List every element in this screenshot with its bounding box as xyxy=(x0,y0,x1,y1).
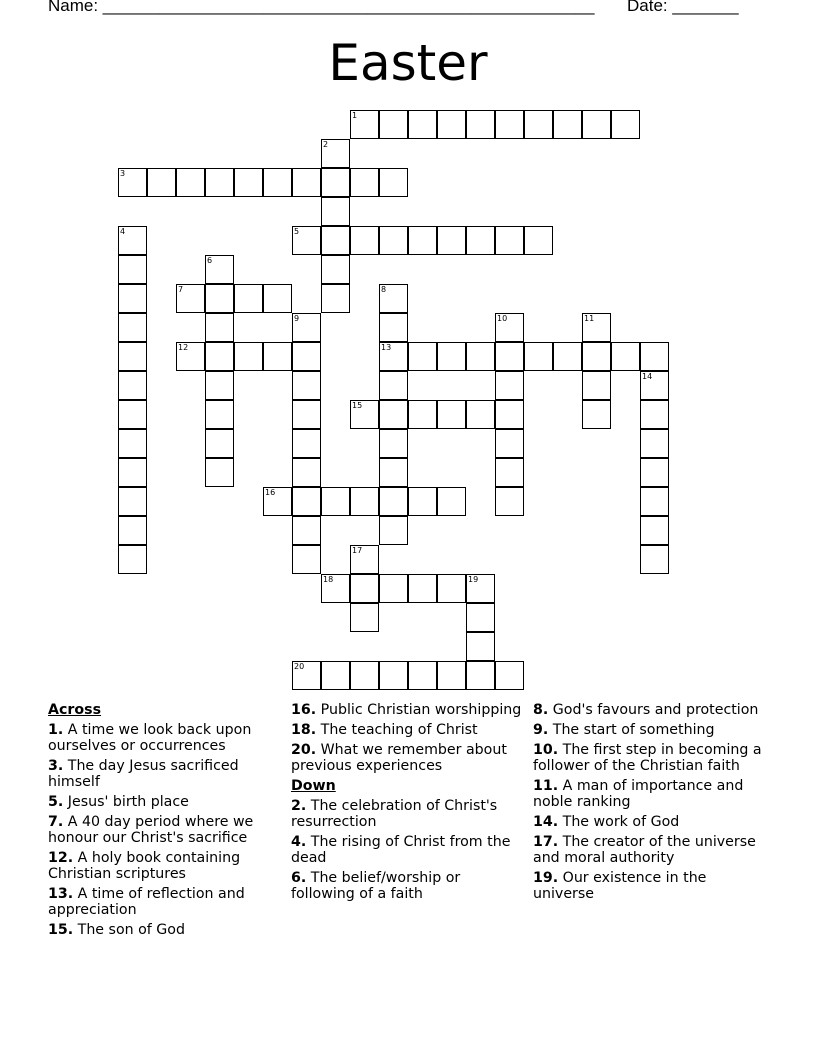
grid-cell[interactable] xyxy=(553,342,582,371)
grid-cell[interactable] xyxy=(292,342,321,371)
grid-cell[interactable] xyxy=(495,110,524,139)
clue-item xyxy=(291,702,523,718)
clue-number: 4. xyxy=(291,834,307,850)
clue-number: 14. xyxy=(533,814,559,830)
grid-cell[interactable] xyxy=(234,342,263,371)
grid-cell[interactable] xyxy=(350,545,379,574)
grid-cell[interactable] xyxy=(640,371,669,400)
clue-item xyxy=(48,814,280,846)
grid-cell[interactable] xyxy=(466,226,495,255)
grid-cell[interactable] xyxy=(640,400,669,429)
clue-text: The start of something xyxy=(548,722,715,738)
grid-cell[interactable] xyxy=(205,168,234,197)
grid-cell[interactable] xyxy=(379,516,408,545)
grid-cell[interactable] xyxy=(321,139,350,168)
grid-cell[interactable] xyxy=(292,458,321,487)
grid-cell[interactable] xyxy=(495,487,524,516)
grid-cell[interactable] xyxy=(466,603,495,632)
grid-cell[interactable] xyxy=(350,400,379,429)
grid-cell[interactable] xyxy=(640,458,669,487)
clue-number: 7. xyxy=(48,814,64,830)
cell-number: 12 xyxy=(178,343,189,352)
grid-cell[interactable] xyxy=(582,400,611,429)
grid-cell[interactable] xyxy=(321,574,350,603)
clue-number: 12. xyxy=(48,850,74,866)
clue-column-3 xyxy=(533,702,765,906)
clue-text: A man of importance and noble ranking xyxy=(533,778,744,810)
clue-item xyxy=(533,702,765,718)
clue-text: A time of reflection and appreciation xyxy=(48,886,245,918)
grid-cell[interactable] xyxy=(466,632,495,661)
grid-cell[interactable] xyxy=(437,487,466,516)
clue-item xyxy=(533,814,765,830)
grid-cell[interactable] xyxy=(321,168,350,197)
clue-item xyxy=(291,722,523,738)
grid-cell[interactable] xyxy=(640,545,669,574)
grid-cell[interactable] xyxy=(582,371,611,400)
grid-cell[interactable] xyxy=(350,603,379,632)
cell-number: 6 xyxy=(207,256,213,265)
clue-item xyxy=(291,742,523,774)
date-field[interactable]: Date: _______ xyxy=(627,0,739,15)
grid-cell[interactable] xyxy=(611,342,640,371)
grid-cell[interactable] xyxy=(466,661,495,690)
grid-cell[interactable] xyxy=(437,342,466,371)
grid-cell[interactable] xyxy=(379,574,408,603)
grid-cell[interactable] xyxy=(321,197,350,226)
grid-cell[interactable] xyxy=(205,313,234,342)
clue-number: 3. xyxy=(48,758,64,774)
grid-cell[interactable] xyxy=(350,661,379,690)
grid-cell[interactable] xyxy=(118,313,147,342)
clue-number: 18. xyxy=(291,722,317,738)
grid-cell[interactable] xyxy=(466,110,495,139)
cell-number: 10 xyxy=(497,314,508,323)
grid-cell[interactable] xyxy=(118,284,147,313)
clue-text: God's favours and protection xyxy=(548,702,759,718)
clue-text: Public Christian worshipping xyxy=(316,702,522,718)
grid-cell[interactable] xyxy=(118,226,147,255)
grid-cell[interactable] xyxy=(379,429,408,458)
clue-heading-across: Across xyxy=(48,702,102,718)
grid-cell[interactable] xyxy=(495,400,524,429)
grid-cell[interactable] xyxy=(379,661,408,690)
grid-cell[interactable] xyxy=(321,226,350,255)
grid-cell[interactable] xyxy=(553,110,582,139)
cell-number: 1 xyxy=(352,111,358,120)
grid-cell[interactable] xyxy=(408,400,437,429)
cell-number: 5 xyxy=(294,227,300,236)
grid-cell[interactable] xyxy=(205,400,234,429)
clue-text: The rising of Christ from the dead xyxy=(291,834,511,866)
grid-cell[interactable] xyxy=(234,284,263,313)
grid-cell[interactable] xyxy=(118,371,147,400)
cell-number: 11 xyxy=(584,314,595,323)
clue-item xyxy=(291,870,523,902)
grid-cell[interactable] xyxy=(408,342,437,371)
grid-cell[interactable] xyxy=(379,226,408,255)
grid-cell[interactable] xyxy=(379,342,408,371)
clue-item xyxy=(48,922,280,938)
clue-item xyxy=(48,886,280,918)
clue-column-2 xyxy=(291,702,523,906)
page-title: Easter xyxy=(328,34,488,92)
grid-cell[interactable] xyxy=(292,371,321,400)
clue-number: 15. xyxy=(48,922,74,938)
clue-number: 13. xyxy=(48,886,74,902)
clue-item xyxy=(48,758,280,790)
clue-text: The creator of the universe and moral authority xyxy=(533,834,756,866)
grid-cell[interactable] xyxy=(495,226,524,255)
grid-cell[interactable] xyxy=(437,110,466,139)
grid-cell[interactable] xyxy=(379,400,408,429)
grid-cell[interactable] xyxy=(118,400,147,429)
name-field[interactable]: Name: ____________________________________________________ xyxy=(48,0,595,15)
grid-cell[interactable] xyxy=(379,168,408,197)
grid-cell[interactable] xyxy=(147,168,176,197)
grid-cell[interactable] xyxy=(118,168,147,197)
clue-number: 16. xyxy=(291,702,317,718)
clue-number: 1. xyxy=(48,722,64,738)
grid-cell[interactable] xyxy=(379,371,408,400)
cell-number: 2 xyxy=(323,140,329,149)
grid-cell[interactable] xyxy=(524,342,553,371)
grid-cell[interactable] xyxy=(350,574,379,603)
grid-cell[interactable] xyxy=(234,168,263,197)
grid-cell[interactable] xyxy=(437,400,466,429)
grid-cell[interactable] xyxy=(263,168,292,197)
grid-cell[interactable] xyxy=(321,661,350,690)
grid-cell[interactable] xyxy=(176,342,205,371)
cell-number: 17 xyxy=(352,546,363,555)
grid-cell[interactable] xyxy=(408,661,437,690)
clue-text: The celebration of Christ's resurrection xyxy=(291,798,498,830)
grid-cell[interactable] xyxy=(350,487,379,516)
cell-number: 14 xyxy=(642,372,653,381)
grid-cell[interactable] xyxy=(582,342,611,371)
grid-cell[interactable] xyxy=(205,458,234,487)
grid-cell[interactable] xyxy=(292,545,321,574)
clue-item xyxy=(48,850,280,882)
clue-number: 9. xyxy=(533,722,549,738)
grid-cell[interactable] xyxy=(321,255,350,284)
clue-number: 2. xyxy=(291,798,307,814)
grid-cell[interactable] xyxy=(118,487,147,516)
cell-number: 7 xyxy=(178,285,184,294)
grid-cell[interactable] xyxy=(321,487,350,516)
clue-number: 11. xyxy=(533,778,559,794)
clue-number: 5. xyxy=(48,794,64,810)
grid-cell[interactable] xyxy=(205,284,234,313)
grid-cell[interactable] xyxy=(176,168,205,197)
grid-cell[interactable] xyxy=(292,516,321,545)
grid-cell[interactable] xyxy=(118,255,147,284)
grid-cell[interactable] xyxy=(495,429,524,458)
cell-number: 20 xyxy=(294,662,305,671)
grid-cell[interactable] xyxy=(495,661,524,690)
grid-cell[interactable] xyxy=(466,574,495,603)
clue-item xyxy=(48,722,280,754)
cell-number: 8 xyxy=(381,285,387,294)
grid-cell[interactable] xyxy=(292,313,321,342)
clue-text: The first step in becoming a follower of the Christian faith xyxy=(533,742,762,774)
clue-column-1 xyxy=(48,702,280,942)
grid-cell[interactable] xyxy=(582,313,611,342)
clue-text: The son of God xyxy=(73,922,185,938)
grid-cell[interactable] xyxy=(379,313,408,342)
grid-cell[interactable] xyxy=(292,487,321,516)
grid-cell[interactable] xyxy=(205,255,234,284)
clue-text: Jesus' birth place xyxy=(63,794,189,810)
clue-item xyxy=(533,742,765,774)
clue-number: 10. xyxy=(533,742,559,758)
clue-item xyxy=(291,798,523,830)
grid-cell[interactable] xyxy=(205,371,234,400)
clue-text: The belief/worship or following of a faith xyxy=(291,870,461,902)
grid-cell[interactable] xyxy=(118,458,147,487)
cell-number: 4 xyxy=(120,227,126,236)
grid-cell[interactable] xyxy=(611,110,640,139)
grid-cell[interactable] xyxy=(205,429,234,458)
grid-cell[interactable] xyxy=(350,110,379,139)
cell-number: 15 xyxy=(352,401,363,410)
grid-cell[interactable] xyxy=(350,168,379,197)
cell-number: 3 xyxy=(120,169,126,178)
clue-number: 19. xyxy=(533,870,559,886)
clue-item xyxy=(533,722,765,738)
grid-cell[interactable] xyxy=(118,342,147,371)
grid-cell[interactable] xyxy=(263,487,292,516)
grid-cell[interactable] xyxy=(408,574,437,603)
clue-text: A time we look back upon ourselves or occurrences xyxy=(48,722,252,754)
clue-number: 20. xyxy=(291,742,317,758)
grid-cell[interactable] xyxy=(292,168,321,197)
grid-cell[interactable] xyxy=(379,110,408,139)
grid-cell[interactable] xyxy=(582,110,611,139)
grid-cell[interactable] xyxy=(495,313,524,342)
cell-number: 16 xyxy=(265,488,276,497)
clue-text: The teaching of Christ xyxy=(316,722,478,738)
grid-cell[interactable] xyxy=(524,110,553,139)
clue-number: 17. xyxy=(533,834,559,850)
grid-cell[interactable] xyxy=(118,516,147,545)
cell-number: 18 xyxy=(323,575,334,584)
grid-cell[interactable] xyxy=(176,284,205,313)
clue-item xyxy=(533,834,765,866)
clue-number: 8. xyxy=(533,702,549,718)
cell-number: 9 xyxy=(294,314,300,323)
grid-cell[interactable] xyxy=(118,429,147,458)
grid-cell[interactable] xyxy=(495,458,524,487)
grid-cell[interactable] xyxy=(437,661,466,690)
grid-cell[interactable] xyxy=(408,110,437,139)
clue-text: The work of God xyxy=(558,814,680,830)
clue-text: What we remember about previous experiences xyxy=(291,742,507,774)
grid-cell[interactable] xyxy=(640,342,669,371)
cell-number: 19 xyxy=(468,575,479,584)
clue-text: A 40 day period where we honour our Christ's sacrifice xyxy=(48,814,254,846)
grid-cell[interactable] xyxy=(495,371,524,400)
grid-cell[interactable] xyxy=(350,226,379,255)
grid-cell[interactable] xyxy=(321,284,350,313)
grid-cell[interactable] xyxy=(466,342,495,371)
grid-cell[interactable] xyxy=(437,574,466,603)
grid-cell[interactable] xyxy=(263,284,292,313)
clue-item xyxy=(48,794,280,810)
grid-cell[interactable] xyxy=(640,429,669,458)
clue-text: Our existence in the universe xyxy=(533,870,707,902)
grid-cell[interactable] xyxy=(437,226,466,255)
grid-cell[interactable] xyxy=(379,487,408,516)
grid-cell[interactable] xyxy=(292,226,321,255)
clue-item xyxy=(533,870,765,902)
grid-cell[interactable] xyxy=(118,545,147,574)
grid-cell[interactable] xyxy=(292,400,321,429)
grid-cell[interactable] xyxy=(466,400,495,429)
clue-text: The day Jesus sacrificed himself xyxy=(48,758,239,790)
cell-number: 13 xyxy=(381,343,392,352)
clue-text: A holy book containing Christian scriptures xyxy=(48,850,241,882)
grid-cell[interactable] xyxy=(408,487,437,516)
grid-cell[interactable] xyxy=(495,342,524,371)
grid-cell[interactable] xyxy=(640,487,669,516)
grid-cell[interactable] xyxy=(263,342,292,371)
clue-number: 6. xyxy=(291,870,307,886)
grid-cell[interactable] xyxy=(379,284,408,313)
clue-item xyxy=(291,834,523,866)
grid-cell[interactable] xyxy=(292,661,321,690)
grid-cell[interactable] xyxy=(408,226,437,255)
clue-item xyxy=(533,778,765,810)
grid-cell[interactable] xyxy=(205,342,234,371)
grid-cell[interactable] xyxy=(292,429,321,458)
grid-cell[interactable] xyxy=(379,458,408,487)
clue-heading-down: Down xyxy=(291,778,336,794)
grid-cell[interactable] xyxy=(524,226,553,255)
grid-cell[interactable] xyxy=(640,516,669,545)
